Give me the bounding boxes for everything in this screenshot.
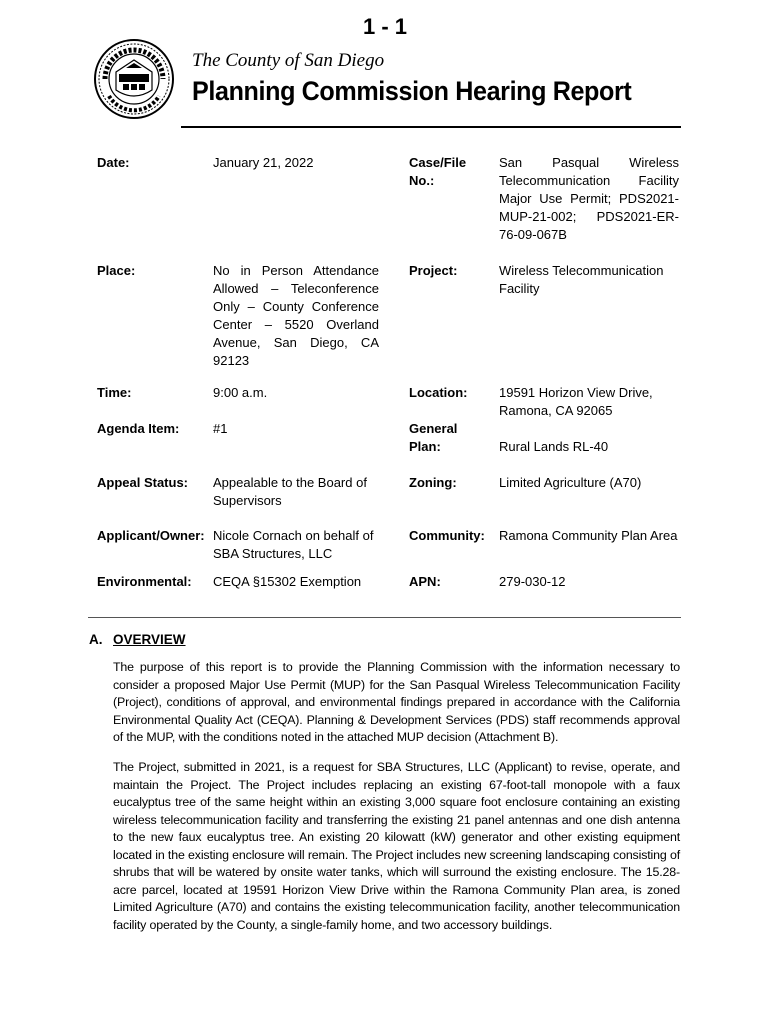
agenda-item-label: Agenda Item:: [97, 421, 180, 436]
community-label: Community:: [409, 528, 485, 543]
place-value: No in Person Attendance Allowed – Teleconference Only – County Conference Center – 5520 Overland Avenue, San Diego, CA 92123: [213, 263, 379, 368]
location-label: Location:: [409, 385, 468, 400]
overview-heading: [89, 632, 186, 647]
general-plan-value: Rural Lands RL-40: [499, 439, 609, 454]
section-divider: [88, 617, 681, 618]
zoning-label: Zoning:: [409, 475, 457, 490]
appeal-status-value: Appealable to the Board of Supervisors: [213, 475, 367, 508]
general-plan-label: General Plan:: [409, 421, 458, 454]
location-value: 19591 Horizon View Drive, Ramona, CA 92065: [499, 385, 653, 418]
section-letter: A.: [89, 632, 103, 647]
time-value: 9:00 a.m.: [213, 385, 268, 400]
place-label: Place:: [97, 263, 136, 278]
overview-paragraph-1: The purpose of this report is to provide the Planning Commission with the information necessary to consider a proposed Major Use Permit (MUP) for the San Pasqual Wireless Telecommunication Facility (Project), conditions of approval, and environmental findings prepared in accordance with the California Environmental Quality Act (CEQA). Planning & Development Services (PDS) staff recommends approval of the MUP, with the conditions noted in the attached MUP decision (Attachment B).: [113, 660, 680, 744]
case-file-value: San Pasqual Wireless Telecommunication Facility Major Use Permit; PDS2021-MUP-21-002; PDS2021-ER-76-09-067B: [499, 155, 679, 242]
appeal-status-label: Appeal Status:: [97, 475, 189, 490]
community-value: Ramona Community Plan Area: [499, 528, 678, 543]
environmental-label: Environmental:: [97, 574, 192, 589]
apn-label: APN:: [409, 574, 441, 589]
header-rule: [181, 126, 681, 128]
applicant-owner-value: Nicole Cornach on behalf of SBA Structures, LLC: [213, 528, 374, 561]
project-value: Wireless Telecommunication Facility: [499, 263, 664, 296]
project-label: Project:: [409, 263, 458, 278]
zoning-value: Limited Agriculture (A70): [499, 475, 642, 490]
environmental-value: CEQA §15302 Exemption: [213, 574, 362, 589]
county-seal-icon: [93, 38, 175, 120]
overview-paragraph-2: The Project, submitted in 2021, is a request for SBA Structures, LLC (Applicant) to revise, operate, and maintain the Project. The Project includes replacing an existing 67-foot-tall monopole with a faux eucalyptus tree of the same height within an existing 3,000 square foot enclosure containing an existing wireless telecommunication facility and transferring the existing 21 panel antennas and one dish antenna to the new faux eucalyptus tree. An existing 20 kilowatt (kW) generator and other existing equipment located in the existing enclosure will remain. The Project includes new screening landscaping consisting of shrubs that will be watered by onsite water tanks, which will surround the existing enclosure. The 15.28-acre parcel, located at 19591 Horizon View Drive within the Ramona Community Plan area, is zoned Limited Agriculture (A70) and contains the existing telecommunication facility, another telecommunication facility operated by the County, a single-family home, and two accessory buildings.: [113, 760, 680, 932]
applicant-owner-label: Applicant/Owner:: [97, 528, 205, 543]
case-file-label: Case/File No.:: [409, 155, 467, 188]
date-label: Date:: [97, 155, 130, 170]
section-title: OVERVIEW: [113, 632, 186, 647]
apn-value: 279-030-12: [499, 574, 566, 589]
time-label: Time:: [97, 385, 132, 400]
date-value: January 21, 2022: [213, 155, 314, 170]
page-number: 1 - 1: [362, 14, 408, 39]
agenda-item-value: #1: [213, 421, 228, 436]
county-name: The County of San Diego: [192, 50, 385, 71]
report-title: Planning Commission Hearing Report: [192, 76, 632, 106]
